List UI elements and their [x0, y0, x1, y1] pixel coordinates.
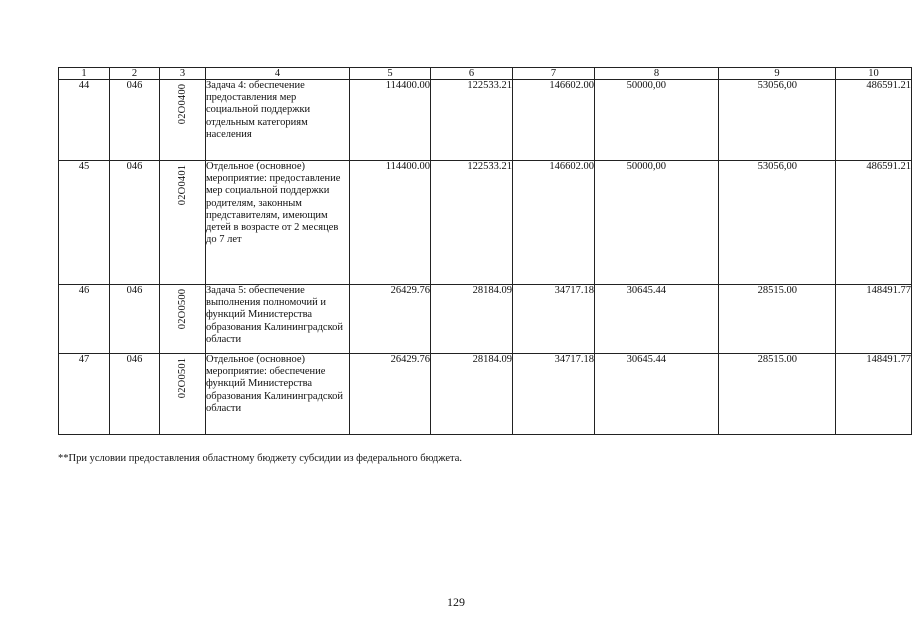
column-header: 3: [160, 68, 206, 80]
item-name: Отдельное (основное) мероприятие: предоставление мер социальной поддержки родителям, законным представителям, имеющим детей в возрасте от 2 месяцев до 7 лет: [206, 161, 350, 285]
table-row: [59, 285, 912, 354]
value-col-6: 122533.21: [431, 80, 513, 161]
value-col-10: 486591.21: [836, 80, 912, 161]
value-col-9: 28515.00: [719, 285, 836, 354]
program-code-cell: [160, 354, 206, 435]
value-col-7: 34717.18: [513, 285, 595, 354]
value-col-8: 30645.44: [595, 285, 719, 354]
item-name: Задача 4: обеспечение предоставления мер социальной поддержки отдельным категориям населения: [206, 80, 350, 161]
value-col-8: 50000,00: [595, 161, 719, 285]
program-code: 02О0400: [176, 83, 188, 125]
value-col-6: 122533.21: [431, 161, 513, 285]
value-col-9: 53056,00: [719, 80, 836, 161]
value-col-10: 486591.21: [836, 161, 912, 285]
value-col-5: 26429.76: [350, 285, 431, 354]
program-code-cell: [160, 285, 206, 354]
table-header-row: [59, 68, 912, 80]
value-col-9: 28515.00: [719, 354, 836, 435]
table-row: [59, 161, 912, 285]
grbs-code: 046: [110, 80, 160, 161]
value-col-5: 114400.00: [350, 161, 431, 285]
row-number: 47: [59, 354, 110, 435]
value-col-8: 50000,00: [595, 80, 719, 161]
grbs-code: 046: [110, 354, 160, 435]
item-name: Задача 5: обеспечение выполнения полномочий и функций Министерства образования Калининградской области: [206, 285, 350, 354]
grbs-code: 046: [110, 161, 160, 285]
footnote: **При условии предоставления областному бюджету субсидии из федерального бюджета.: [58, 453, 463, 464]
value-col-10: 148491.77: [836, 285, 912, 354]
column-header: 4: [206, 68, 350, 80]
budget-table: [58, 67, 912, 435]
row-number: 45: [59, 161, 110, 285]
column-header: 9: [719, 68, 836, 80]
value-col-7: 146602.00: [513, 161, 595, 285]
value-col-5: 26429.76: [350, 354, 431, 435]
row-number: 44: [59, 80, 110, 161]
grbs-code: 046: [110, 285, 160, 354]
value-col-9: 53056,00: [719, 161, 836, 285]
program-code: 02О0501: [176, 357, 188, 399]
program-code-cell: [160, 161, 206, 285]
value-col-8: 30645.44: [595, 354, 719, 435]
value-col-6: 28184.09: [431, 285, 513, 354]
item-name: Отдельное (основное) мероприятие: обеспечение функций Министерства образования Калининградской области: [206, 354, 350, 435]
column-header: 8: [595, 68, 719, 80]
column-header: 10: [836, 68, 912, 80]
program-code: 02О0401: [176, 164, 188, 206]
column-header: 1: [59, 68, 110, 80]
value-col-5: 114400.00: [350, 80, 431, 161]
program-code-cell: [160, 80, 206, 161]
column-header: 7: [513, 68, 595, 80]
column-header: 2: [110, 68, 160, 80]
value-col-10: 148491.77: [836, 354, 912, 435]
column-header: 6: [431, 68, 513, 80]
page-number: 129: [447, 595, 465, 609]
value-col-7: 146602.00: [513, 80, 595, 161]
value-col-6: 28184.09: [431, 354, 513, 435]
table-row: [59, 354, 912, 435]
program-code: 02О0500: [176, 288, 188, 330]
table-row: [59, 80, 912, 161]
value-col-7: 34717.18: [513, 354, 595, 435]
column-header: 5: [350, 68, 431, 80]
row-number: 46: [59, 285, 110, 354]
